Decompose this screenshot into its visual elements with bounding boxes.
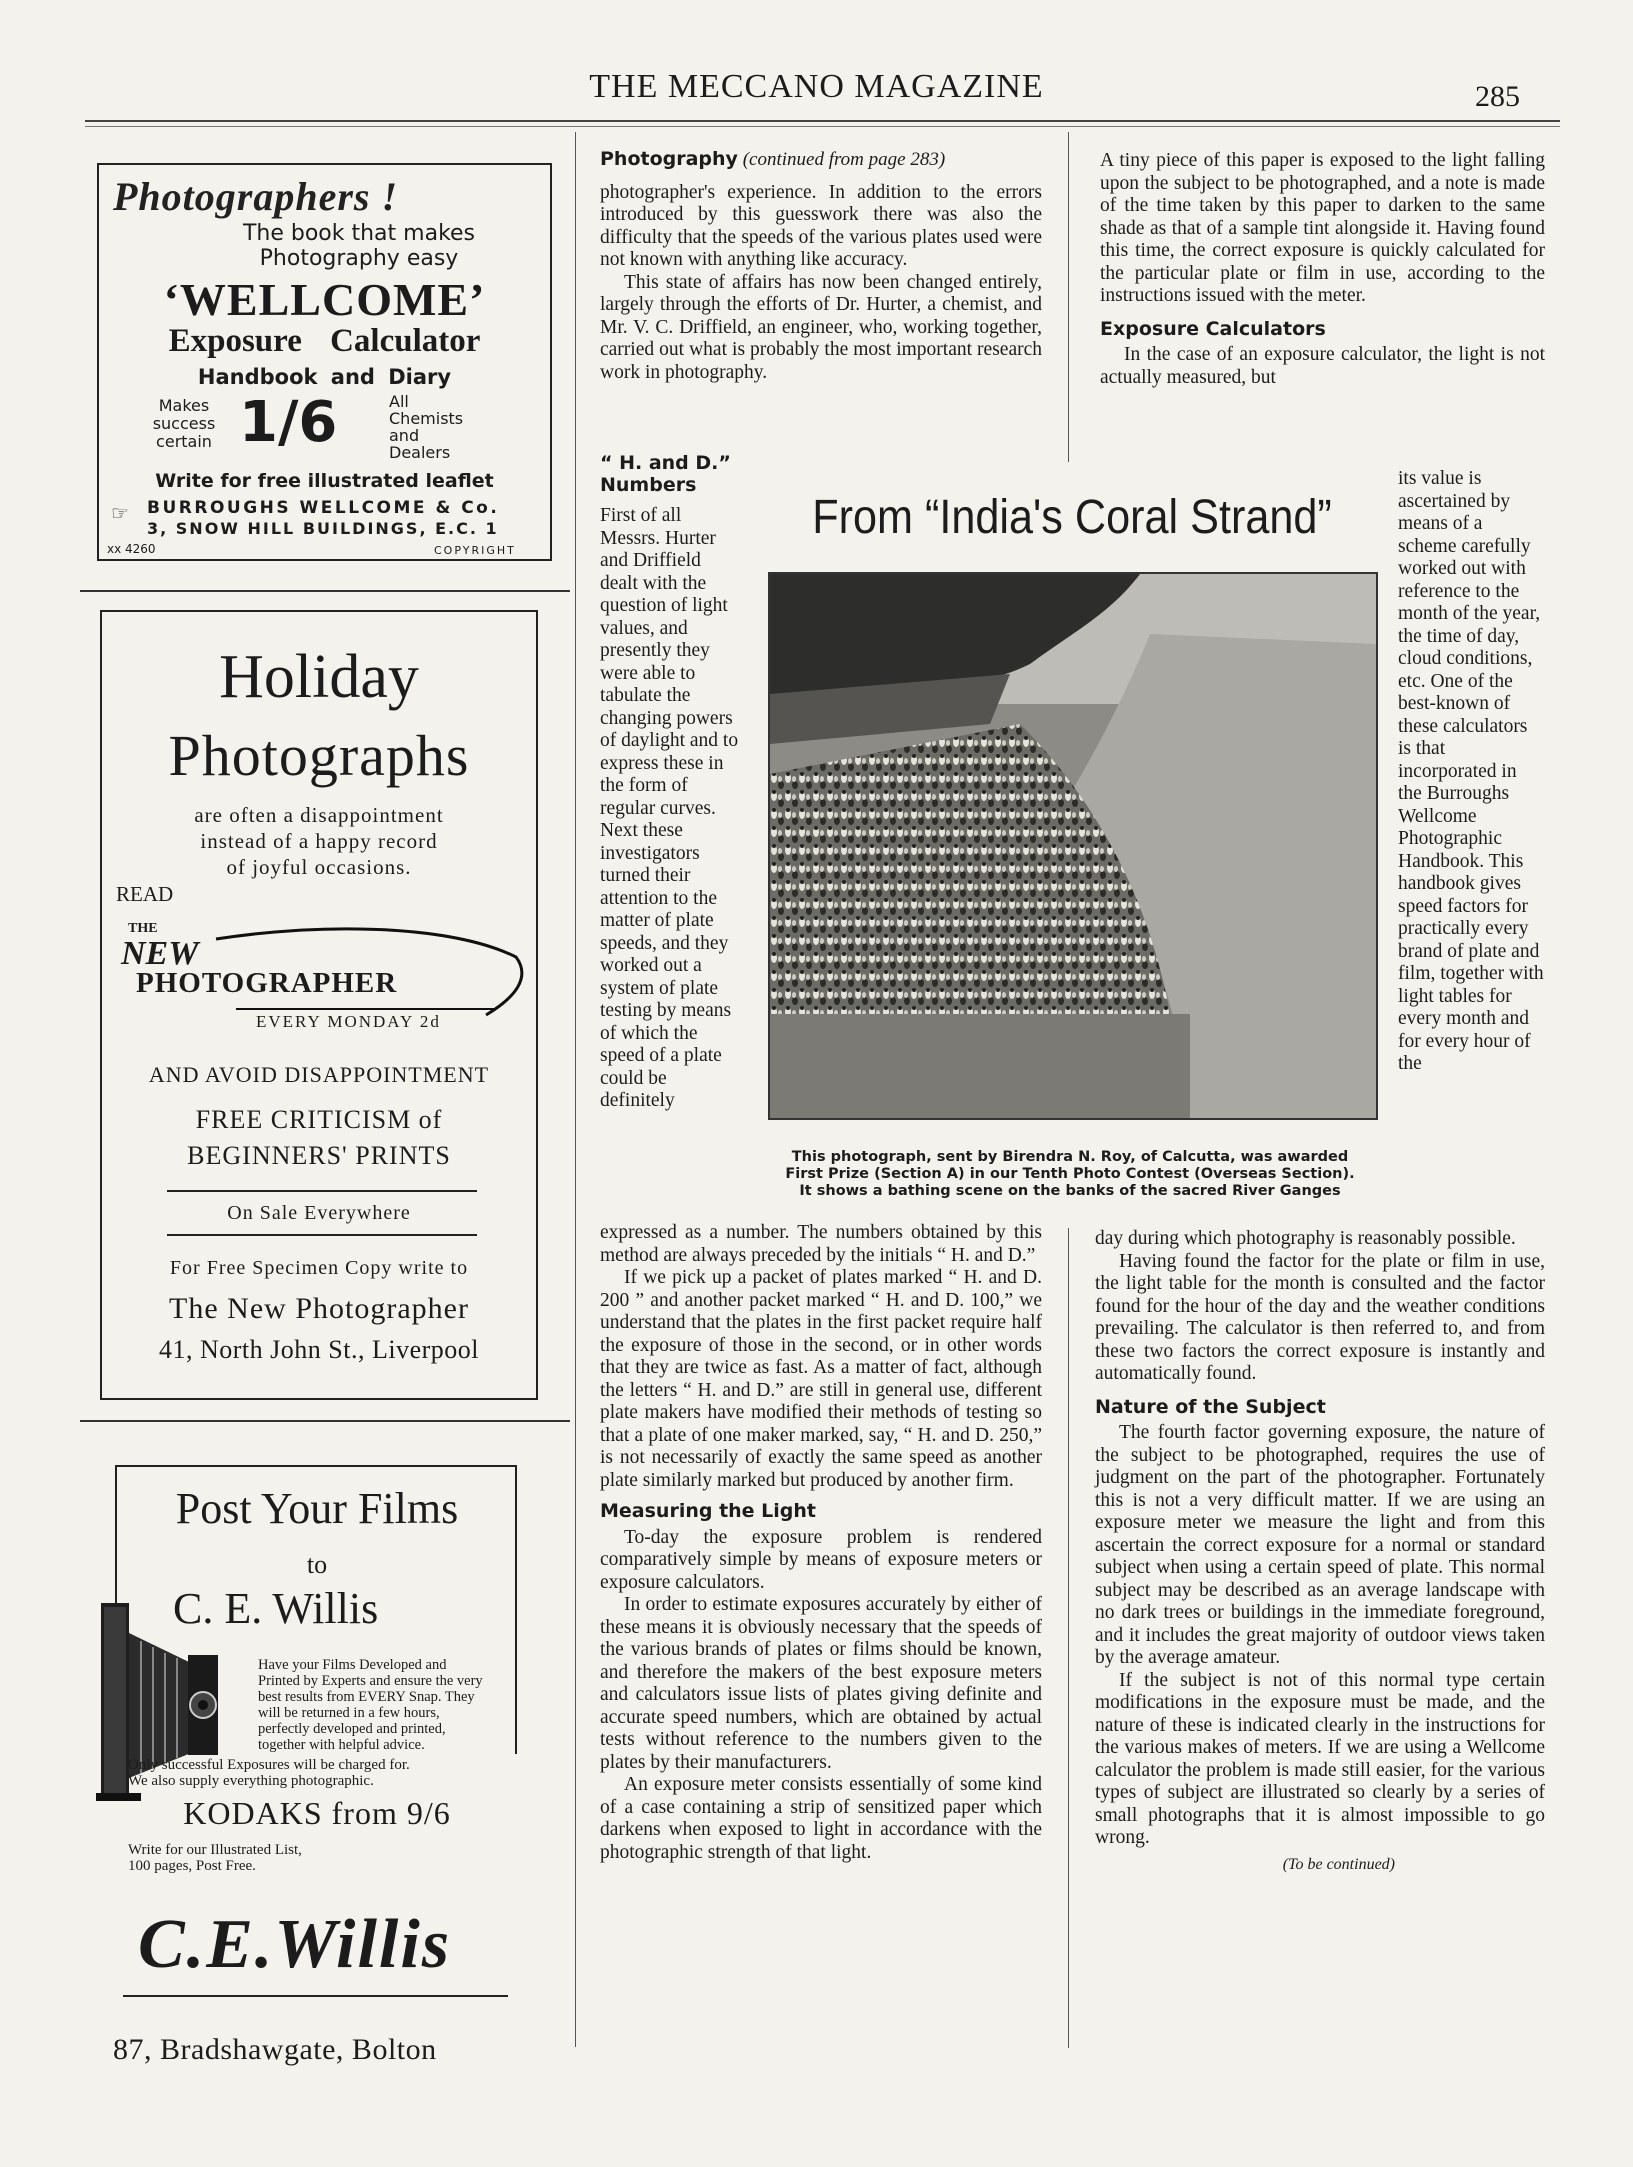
willis-signature: C.E.Willis [138,1906,452,1983]
ad-company: BURROUGHS WELLCOME & Co. [147,498,500,518]
paragraph: This state of affairs has now been changed entirely, largely through the efforts of Dr. Hurter, a chemist, and Mr. V. C. Driffield, an engineer, who, working together, carried out what is probably the most important research work in photography. [600,271,1042,383]
ad-specimen: For Free Specimen Copy write to [169,1257,469,1279]
heading-hd-numbers: “ H. and D.” Numbers [600,452,731,496]
ad-write: Write for free illustrated leaflet [155,470,494,492]
paragraph: photographer's experience. In addition to the errors introduced by this guesswork there was also the difficulty that the speeds of the various plates used were not known with anything like accuracy. [600,181,1042,270]
logo-the: THE [128,921,158,936]
paragraph: expressed as a number. The numbers obtained by this method are always preceded by the initials “ H. and D.” [600,1222,1042,1266]
caption-line: First Prize (Section A) in our Tenth Photo Contest (Overseas Section). [785,1166,1355,1182]
wellcome-ad [97,163,552,561]
article-column-centre-top [600,148,1042,384]
column-rule-right-top [1068,132,1069,462]
willis-only: Only successful Exposures will be charged for. [128,1757,410,1773]
ad-title-holiday: Holiday [219,643,419,711]
ad-divider [80,590,570,592]
ad-beginners: BEGINNERS' PRINTS [187,1141,451,1170]
paragraph: An exposure meter consists essentially of some kind of a case containing a strip of sensitized paper which darkens when exposed to light in accordance with the photographic strength of that light. [600,1774,1042,1863]
willis-write: Write for our Illustrated List, 100 pages, Post Free. [128,1842,302,1874]
photo-caption [735,1149,1405,1200]
ad-title: Photographers ! [113,174,399,219]
ad-product: Exposure Calculator [168,323,481,359]
ad-rule [167,1190,477,1192]
logo-every-monday: EVERY MONDAY 2d [256,1012,441,1031]
holiday-ad [100,610,538,1400]
hd-narrow-text: First of all Messrs. Hurter and Driffield dealt with the question of light values, and presently they were able to tabulate the changing powers of daylight and to express these in the form of regular curves. Next these investigators turned their attention to the matter of plate speeds, and they worked out a system of plate testing by means of which the speed of a plate could be definitely [600,505,739,1111]
ad-publisher-name: The New Photographer [169,1292,469,1325]
ad-address: 3, SNOW HILL BUILDINGS, E.C. 1 [147,519,499,538]
paragraph: A tiny piece of this paper is exposed to the light falling upon the subject to be photographed, and a note is made of the time taken by this paper to darken to the same shade as that of a sample tint alongside it. Having found this time, the correct exposure is quickly calculated for the particular plate or film in use, according to the instructions issued with the meter. [1100,150,1545,306]
willis-address: 87, Bradshawgate, Bolton [113,2033,437,2066]
magazine-title: THE MECCANO MAGAZINE [589,68,1044,105]
ad-line: Photography easy [259,246,459,271]
ad-line: instead of a happy record [200,829,438,853]
willis-supply: We also supply everything photographic. [128,1773,374,1789]
column-rule-right-bottom [1068,1228,1069,2048]
paragraph: The fourth factor governing exposure, the nature of the subject to be photographed, requires the use of judgment on the part of the photographer. Fortunately this is not a very difficult matter. If we are using an exposure meter we measure the light and from this ascertain the correct exposure for a normal or standard subject when using a certain speed of plate. This normal subject may be described as an average landscape with no dark trees or buildings in the immediate foreground, and it includes the great majority of outdoor views taken by the average amateur. [1095,1422,1545,1668]
willis-title: Post Your Films [175,1484,459,1533]
column-rule-left [575,132,576,2047]
section-title: Photography [600,148,738,170]
paragraph: In the case of an exposure calculator, the light is not actually measured, but [1100,344,1545,388]
ad-code: xx 4260 [107,542,156,556]
ad-on-sale: On Sale Everywhere [227,1202,411,1224]
ad-title-photographs: Photographs [168,723,470,788]
to-be-continued: (To be continued) [1282,1855,1395,1873]
caption-line: It shows a bathing scene on the banks of the sacred River Ganges [799,1183,1341,1199]
heading-exposure-calculators: Exposure Calculators [1100,317,1326,340]
paragraph: If we pick up a packet of plates marked “ H. and D. 200 ” and another packet marked “ H. and D. 100,” we understand that the plates in the first packet require half the exposure of those in the second, or in other words that they are twice as fast. As a matter of fact, although the letters “ H. and D.” are still in general use, different plate makers have modified their methods of testing so that a plate of one maker marked, say, “ H. and D. 250,” is not necessarily of exactly the same speed as another plate similarly marked but produced by another firm. [600,1267,1042,1491]
willis-kodaks: KODAKS from 9/6 [183,1795,451,1831]
willis-ad [113,1465,513,2066]
caption-line: This photograph, sent by Birendra N. Roy, of Calcutta, was awarded [791,1149,1349,1165]
ad-divider [80,1420,570,1422]
ad-line: The book that makes [242,221,476,246]
ad-line: are often a disappointment [194,803,444,827]
willis-body: Have your Films Developed and Printed by Experts and ensure the very best results from EVERY Snap. They will be returned in a few hours, perfectly developed and printed, together with helpful advice. [258,1657,483,1753]
header-rule [85,120,1560,122]
pointing-hand-icon: ☞ [111,503,129,525]
paragraph: If the subject is not of this normal type certain modifications in the exposure must be made, and the nature of these is indicated clearly in the instructions for the various makes of meters. If we are using a Wellcome calculator the problem is made still easier, for the various types of subject are illustrated so clearly by a series of small photographs that it is almost impossible to go wrong. [1095,1669,1545,1848]
ad-line: of joyful occasions. [226,855,412,879]
ad-stockists: All Chemists and Dealers [389,392,464,462]
logo-photographer: PHOTOGRAPHER [136,967,398,999]
feature-title: From “India's Coral Strand” [812,491,1332,544]
ad-subtitle: Handbook and Diary [197,365,452,389]
ad-free-criticism: FREE CRITICISM of [195,1105,443,1134]
ganges-photo-image [770,574,1376,1118]
continued-note: (continued from page 283) [742,149,946,170]
ad-avoid: AND AVOID DISAPPOINTMENT [148,1062,490,1087]
paragraph: In order to estimate exposures accurately by either of these means it is obviously necessary that the speeds of the various brands of plates or films should be known, and therefore the makers of the best exposure meters and calculators issue lists of plates giving definite and accurate speed numbers, which are obtained by actual tests without reference to the numbers given to the plates by their manufacturers. [600,1594,1042,1773]
willis-to: to [306,1550,328,1579]
paragraph: day during which photography is reasonably possible. [1095,1228,1516,1249]
heading-measuring: Measuring the Light [600,1500,817,1522]
willis-rule [123,1995,508,1997]
logo-new: NEW [121,935,199,972]
ad-rule [167,1234,477,1236]
article-column-right-top [1100,150,1545,389]
ad-price: 1/6 [239,390,338,455]
ad-publisher-address: 41, North John St., Liverpool [159,1335,479,1364]
paragraph: To-day the exposure problem is rendered comparatively simple by means of exposure meters or exposure calculators. [600,1526,1042,1593]
article-column-centre-bottom [600,1222,1042,1864]
heading-nature: Nature of the Subject [1095,1395,1326,1418]
calc-narrow-text: its value is ascertained by means of a scheme carefully worked out with reference to the month of the year, the time of day, cloud conditions, etc. One of the best-known of these calculators is that incorporated in the Burroughs Wellcome Photographic Handbook. This handbook gives speed factors for practically every brand of plate and film, together with light tables for every month and for every hour of the [1398,468,1544,1074]
header-rule-thin [85,126,1560,127]
ad-makes: Makes success certain [152,396,216,451]
ad-brand: ‘WELLCOME’ [163,274,486,325]
ad-copyright: COPYRIGHT [434,544,516,557]
page-number: 285 [1475,80,1520,113]
willis-name: C. E. Willis [173,1584,379,1633]
paragraph: Having found the factor for the plate or film in use, the light table for the month is consulted and the factor found for the hour of the day and the weather conditions prevailing. The calculator is then referred to, and from these two factors the correct exposure is instantly and automatically found. [1095,1250,1545,1384]
ganges-photo [768,572,1378,1120]
ad-read: READ [116,882,174,906]
new-photographer-logo [116,917,536,1031]
article-column-right-bottom [1095,1228,1545,1876]
